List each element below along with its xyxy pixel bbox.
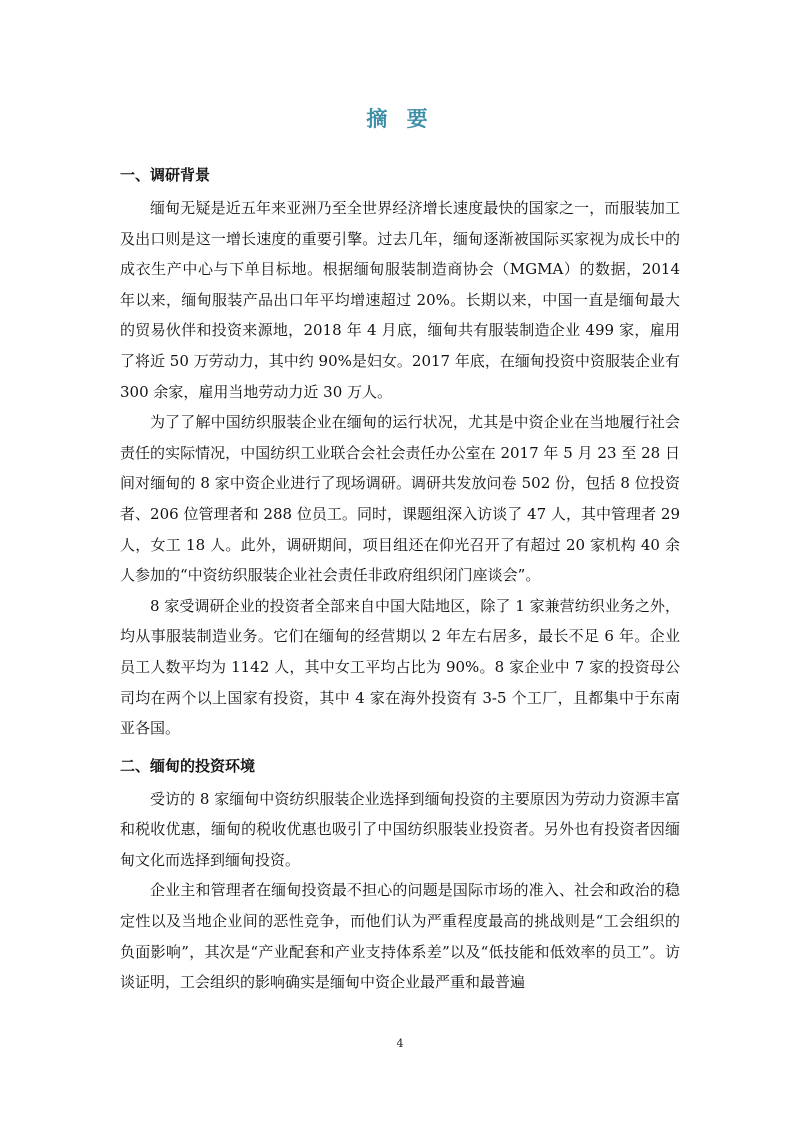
section-heading: 二、缅甸的投资环境 bbox=[120, 756, 256, 775]
page-title: 摘 要 bbox=[366, 107, 434, 131]
paragraph: 企业主和管理者在缅甸投资最不担心的问题是国际市场的准入、社会和政治的稳定性以及当地企业间的恶性竞争，而他们认为严重程度最高的挑战则是“工会组织的负面影响”，其次是“产业配套和产业支持体系差”以及“低技能和低效率的员工”。访谈证明，工会组织的影响确实是缅甸中资企业最严重和最普遍 bbox=[120, 881, 680, 992]
paragraph: 受访的 8 家缅甸中资纺织服装企业选择到缅甸投资的主要原因为劳动力资源丰富和税收优惠，缅甸的税收优惠也吸引了中国纺织服装业投资者。另外也有投资者因缅甸文化而选择到缅甸投资。 bbox=[120, 789, 680, 869]
section-heading: 一、调研背景 bbox=[120, 166, 211, 184]
page-number: 4 bbox=[396, 1037, 404, 1050]
document-body bbox=[120, 163, 680, 998]
paragraph: 缅甸无疑是近五年来亚洲乃至全世界经济增长速度最快的国家之一，而服装加工及出口则是这一增长速度的重要引擎。过去几年，缅甸逐渐被国际买家视为成长中的成衣生产中心与下单目标地。根据缅甸服装制造商协会（MGMA）的数据，2014 年以来，缅甸服装产品出口年平均增速超过 20%。长期以来，中国一直是缅甸最大的贸易伙伴和投资来源地，2018 年 4 月底，缅甸共有服装制造企业 499 家，雇用了将近 50 万劳动力，其中约 90%是妇女。2017 年底，在缅甸投资中资服装企业有 300 余家，雇用当地劳动力近 30 万人。 bbox=[120, 199, 680, 401]
paragraph: 为了了解中国纺织服装企业在缅甸的运行状况，尤其是中资企业在当地履行社会责任的实际情况，中国纺织工业联合会社会责任办公室在 2017 年 5 月 23 至 28 日间对缅甸的 8 家中资企业进行了现场调研。调研共发放问卷 502 份，包括 8 位投资者、206 位管理者和 288 位员工。同时，课题组深入访谈了 47 人，其中管理者 29 人，女工 18 人。此外，调研期间，项目组还在仰光召开了有超过 20 家机构 40 余人参加的“中资纺织服装企业社会责任非政府组织闭门座谈会”。 bbox=[120, 413, 680, 585]
paragraph: 8 家受调研企业的投资者全部来自中国大陆地区，除了 1 家兼营纺织业务之外，均从事服装制造业务。它们在缅甸的经营期以 2 年左右居多，最长不足 6 年。企业员工人数平均为 1142 人，其中女工平均占比为 90%。8 家企业中 7 家的投资母公司均在两个以上国家有投资，其中 4 家在海外投资有 3-5 个工厂，且都集中于东南亚各国。 bbox=[120, 596, 680, 738]
